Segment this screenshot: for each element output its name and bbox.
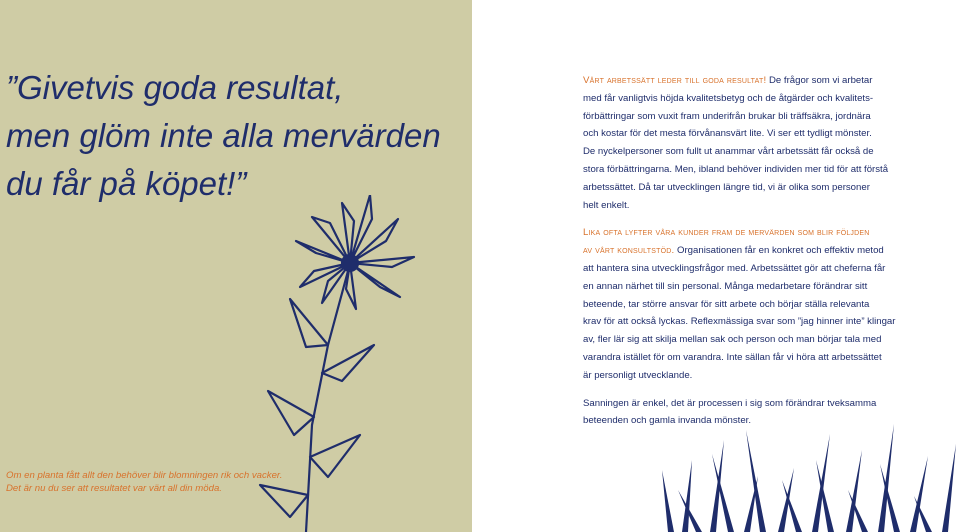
paragraph-line: Sanningen är enkel, det är processen i sig som förändrar tveksamma [583,397,877,409]
text-run: De frågor som vi arbetar [766,75,873,86]
pull-quote [6,64,446,208]
lead-in-results: Vårt arbetssätt leder till goda resultat! [583,75,767,86]
paragraph-line: arbetssättet. Då tar utvecklingen längre tid, vi är olika som personer [583,181,870,193]
paragraph-line: med får vanligtvis höjda kvalitetsbetyg och de åtgärder och kvalitets- [583,92,874,104]
paragraph-line: beteende, tar större ansvar för sitt arbete och börjar ställa relevanta [583,298,870,310]
caption-line-2: Det är nu du ser att resultatet var värt all din möda. [6,482,222,494]
paragraph-line: att hantera sina utvecklingsfrågor med. Arbetssättet gör att cheferna får [583,262,886,274]
paragraph-line [583,242,883,260]
paragraph-line: De nyckelpersoner som fullt ut anammar vårt arbetssätt får också de [583,146,874,158]
paragraph-line [583,72,883,90]
paragraph-results [583,72,889,214]
grass-illustration [648,420,960,532]
image-caption [6,470,466,495]
paragraph-line: en annan närhet till sin personal. Många medarbetare förändrar sitt [583,280,868,292]
quote-line-1: ”Givetvis goda resultat, [6,69,344,106]
quote-line-2: men glöm inte alla mervärden [6,117,441,154]
paragraph-line: krav för att också lyckas. Reflexmässiga svar som ”jag hinner inte” klingar [583,316,896,328]
lead-in-added-value: Lika ofta lyfter våra kunder fram de mervärden som blir följden [583,227,870,239]
caption-line-1: Om en planta fått allt den behöver blir blomningen rik och vacker. [6,470,283,481]
paragraph-line: varandra istället för om varandra. Inte sällan får vi höra att arbetssättet [583,351,882,363]
paragraph-line: av, fler lär sig att skilja mellan sak och person och man börjar tala med [583,334,882,346]
paragraph-line: stora förbättringarna. Men, ibland behöver individen mer tid för att förstå [583,163,889,175]
text-run: Organisationen får en konkret och effektiv metod [674,245,884,257]
paragraph-line: och kostar för det mesta förvånansvärt lite. Vi ser ett tydligt mönster. [583,128,872,140]
paragraph-added-value [583,224,896,384]
article-body [583,72,896,440]
paragraph-line: förbättringar som vuxit fram underifrån brukar bli träffsäkra, jordnära [583,110,871,122]
left-panel [0,0,472,532]
quote-line-3: du får på köpet!” [6,165,247,202]
paragraph-line: helt enkelt. [583,199,630,211]
paragraph-line: är personligt utvecklande. [583,369,693,381]
paragraph-line: beteenden och gamla invanda mönster. [583,415,752,427]
lead-in-added-value-end: av vårt konsultstöd. [583,245,675,257]
